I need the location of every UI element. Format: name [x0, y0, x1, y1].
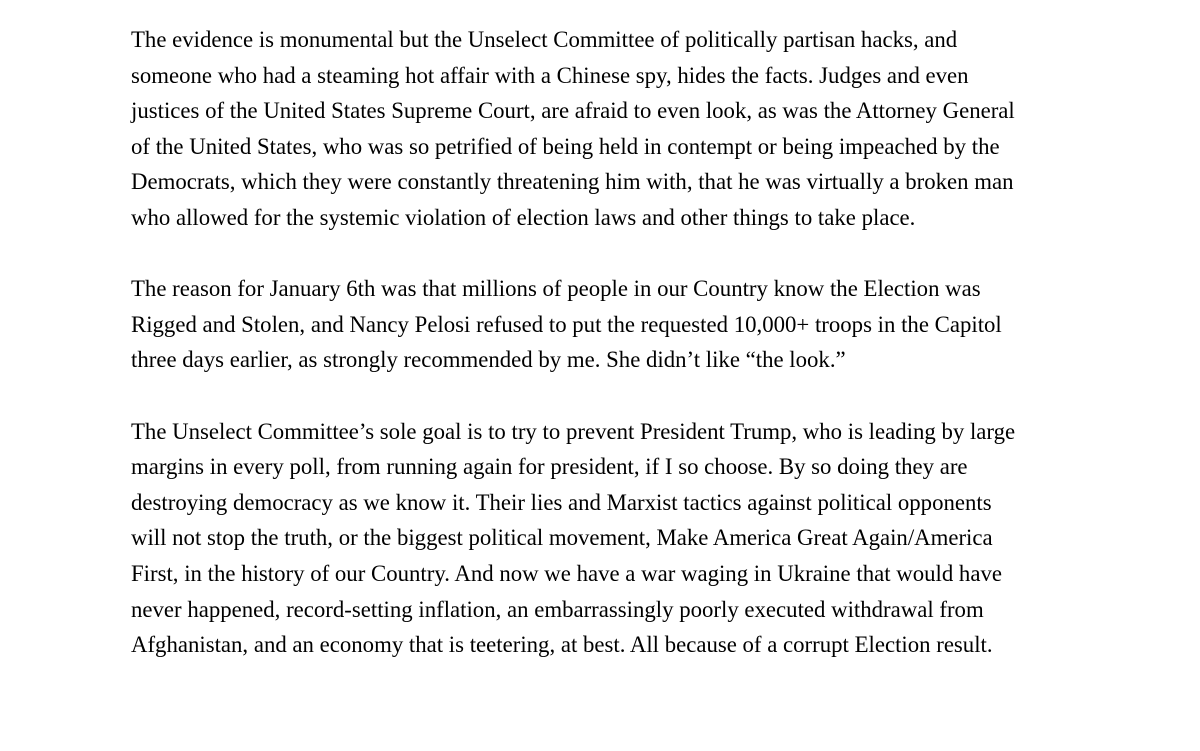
- paragraph-line: Rigged and Stolen, and Nancy Pelosi refused to put the requested 10,000+ troops in the Capitol: [131, 311, 1002, 337]
- paragraph-line: Afghanistan, and an economy that is teetering, at best. All because of a corrupt Election result.: [131, 632, 993, 658]
- paragraph-line: destroying democracy as we know it. Their lies and Marxist tactics against political opponents: [131, 489, 992, 515]
- paragraph-line: someone who had a steaming hot affair with a Chinese spy, hides the facts. Judges and even: [131, 62, 969, 88]
- statement-document: [131, 22, 1111, 663]
- paragraph-line: Democrats, which they were constantly threatening him with, that he was virtually a broken man: [131, 169, 1014, 195]
- paragraph-line: three days earlier, as strongly recommended by me. She didn’t like “the look.”: [131, 347, 846, 373]
- paragraph-line: justices of the United States Supreme Court, are afraid to even look, as was the Attorney General: [131, 98, 1015, 124]
- paragraph-line: will not stop the truth, or the biggest political movement, Make America Great Again/America: [131, 525, 993, 551]
- paragraph-line: First, in the history of our Country. And now we have a war waging in Ukraine that would have: [131, 560, 1002, 586]
- paragraph-line: of the United States, who was so petrified of being held in contempt or being impeached by the: [131, 133, 1000, 159]
- paragraph-1: [131, 22, 1111, 236]
- paragraph-line: The reason for January 6th was that millions of people in our Country know the Election was: [131, 276, 981, 302]
- paragraph-line: The evidence is monumental but the Unselect Committee of politically partisan hacks, and: [131, 27, 958, 52]
- paragraph-line: never happened, record-setting inflation, an embarrassingly poorly executed withdrawal from: [131, 596, 984, 622]
- paragraph-line: The Unselect Committee’s sole goal is to try to prevent President Trump, who is leading by large: [131, 418, 1016, 444]
- paragraph-line: who allowed for the systemic violation of election laws and other things to take place.: [131, 204, 916, 230]
- paragraph-line: margins in every poll, from running again for president, if I so choose. By so doing they are: [131, 454, 968, 480]
- paragraph-2: [131, 271, 1111, 378]
- paragraph-3: [131, 414, 1111, 663]
